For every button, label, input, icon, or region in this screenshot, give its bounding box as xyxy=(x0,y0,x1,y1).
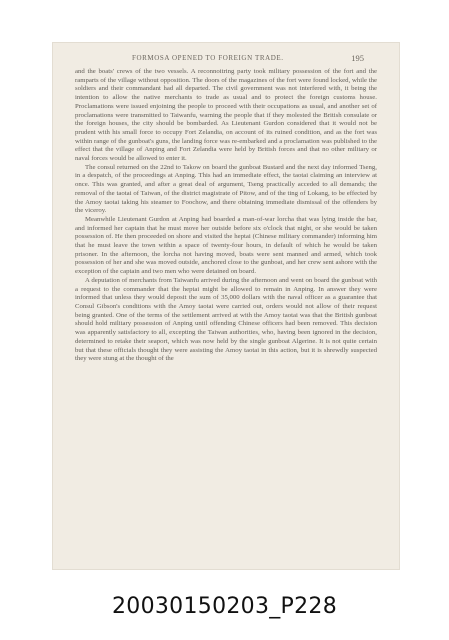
running-title: FORMOSA OPENED TO FOREIGN TRADE. xyxy=(132,54,284,62)
page-number: 195 xyxy=(351,53,364,63)
page-header xyxy=(96,54,364,64)
image-id-label: 20030150203_P228 xyxy=(111,594,338,619)
paragraph-1: and the boats' crews of the two vessels. A reconnoitring party took military possession of the fort and the ramparts of the village without opposition. The doors of the magazines of the fort were found locked, while the soldiers and their commandant had all departed. The civil government was not interfered with, it being the intention to allow the native merchants to trade as usual and to protect the foreign customs house. Proclamations were issued enjoining the people to proceed with their occupations as usual, and another set of proclamations were transmitted to Taiwanfu, warning the people that if they molested the British consulate or the foreign houses, the city should be bombarded. As Lieutenant Gurdon considered that it would not be prudent with his small force to occupy Fort Zelandia, on account of its ruined condition, and as the fort was within range of the gunboat's guns, the landing force was re-embarked and a proclamation was published to the effect that the village of Anping and Fort Zelandia were held by British forces and that no other military or naval forces would be allowed to enter it. xyxy=(75,68,377,163)
page-body xyxy=(75,68,377,558)
paragraph-4: A deputation of merchants from Taiwanfu arrived during the afternoon and went on board the gunboat with a request to the commander that the heptai might be allowed to remain in Anping. In answer they were informed that unless they would deposit the sum of 35,000 dollars with the naval officer as a guarantee that Consul Gibson's conditions with the Amoy taotai were carried out, orders would not allow of their request being granted. One of the terms of the settlement arrived at with the Amoy taotai was that the British gunboat should hold military possession of Anping until offending Chinese officers had been removed. This decision was apparently satisfactory to all, excepting the Taiwan authorities, who, having been ignored in the decision, determined to retake their seaport, which was now held by the single gunboat Algerine. It is not quite certain but that these officials thought they were assisting the Amoy taotai in this action, but it is shrewdly suspected they were stung at the thought of the xyxy=(75,276,377,363)
paragraph-2: The consul returned on the 22nd to Takow on board the gunboat Bustard and the next day informed Tseng, in a despatch, of the proceedings at Anping. This had an immediate effect, the taotai claiming an interview at once. This was granted, and after a great deal of argument, Tseng practically acceded to all demands; the removal of the taotai of Taiwan, of the district magistrate of Pitow, and of the ting of Lokang, to be effected by the Amoy taotai taking his steamer to Foochow, and there obtaining immediate dismissal of the offenders by the viceroy. xyxy=(75,163,377,215)
paragraph-3: Meanwhile Lieutenant Gurdon at Anping had boarded a man-of-war lorcha that was lying inside the bar, and informed her captain that he must move her outside before six o'clock that night, or she would be taken possession of. He then proceeded on shore and visited the heptai (Chinese military commander) informing him that he must leave the town within a space of twenty-four hours, in default of which he would be taken prisoner. In the afternoon, the lorcha not having moved, boats were sent manned and armed, which took possession of her and she was moved outside, anchored close to the gunboat, and her crew sent ashore with the exception of the captain and two men who were detained on board. xyxy=(75,215,377,276)
